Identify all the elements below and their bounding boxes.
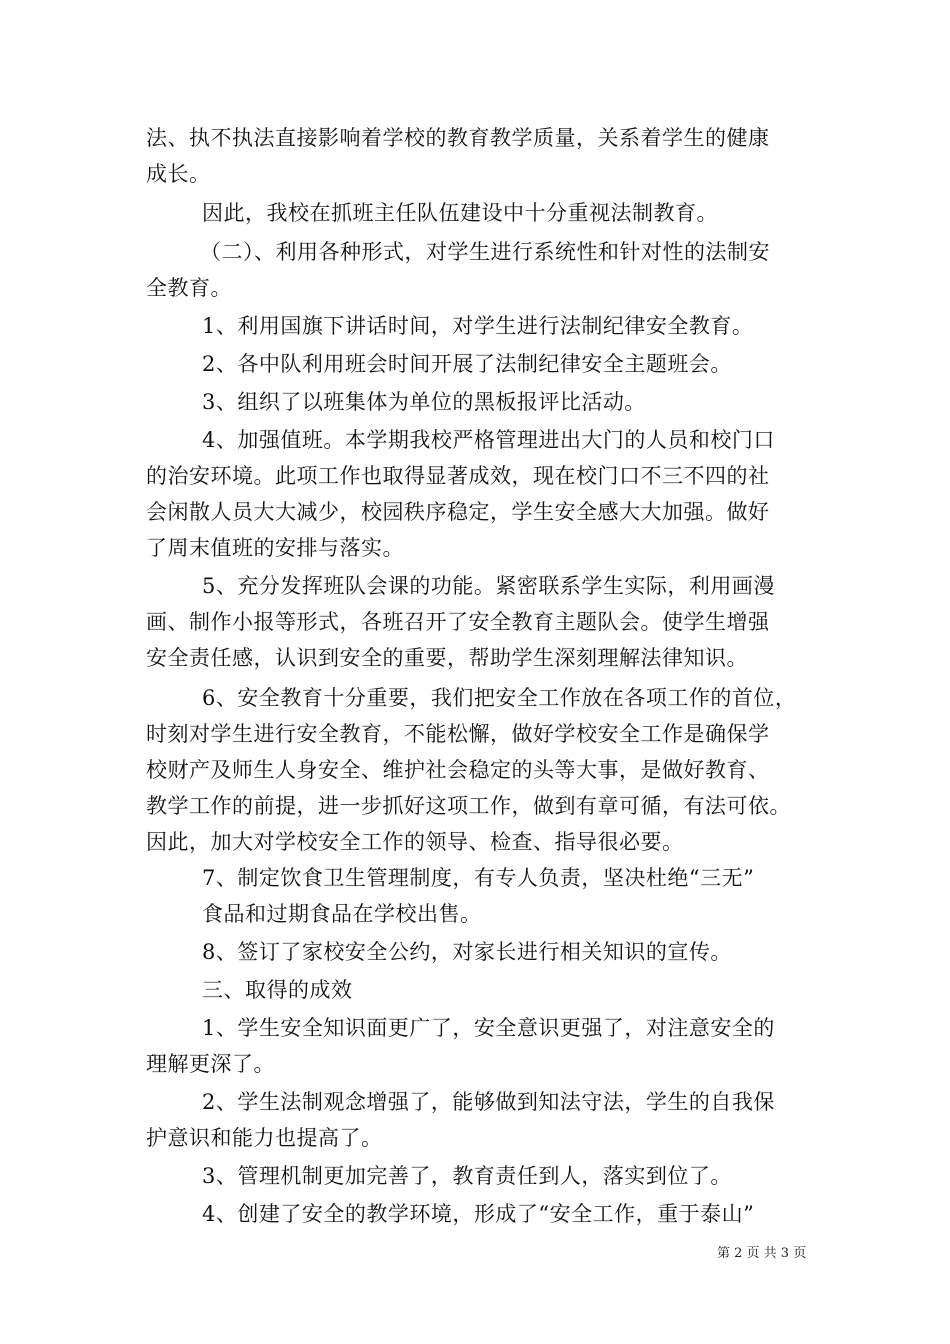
- paragraph-line: 会闲散人员大大减少，校园秩序稳定，学生安全感大大加强。做好: [146, 500, 770, 524]
- list-item-line: 1、利用国旗下讲话时间，对学生进行法制纪律安全教育。: [202, 314, 754, 338]
- paragraph-line: 的治安环境。此项工作也取得显著成效，现在校门口不三不四的社: [146, 464, 770, 488]
- section-heading-line: 全教育。: [146, 276, 232, 300]
- list-item-line: 4、创建了安全的教学环境，形成了“安全工作，重于泰山”: [202, 1202, 755, 1226]
- page-number-footer: 第 2 页 共 3 页: [717, 1246, 807, 1261]
- paragraph-line: 理解更深了。: [146, 1052, 275, 1076]
- list-item-line: 3、管理机制更加完善了，教育责任到人，落实到位了。: [202, 1164, 732, 1188]
- paragraph-line: 了周末值班的安排与落实。: [146, 536, 404, 560]
- list-item-line: 5、充分发挥班队会课的功能。紧密联系学生实际，利用画漫: [202, 574, 775, 598]
- list-item-line: 2、学生法制观念增强了，能够做到知法守法，学生的自我保: [202, 1090, 775, 1114]
- paragraph-line: 画、制作小报等形式，各班召开了安全教育主题队会。使学生增强: [146, 610, 770, 634]
- paragraph-line: 因此，我校在抓班主任队伍建设中十分重视法制教育。: [202, 201, 718, 225]
- list-item-line: 3、组织了以班集体为单位的黑板报评比活动。: [202, 390, 646, 414]
- list-item-line: 7、制定饮食卫生管理制度，有专人负责，坚决杜绝“三无”: [202, 866, 755, 890]
- section-heading-line: 三、取得的成效: [202, 978, 353, 1002]
- paragraph-line: 护意识和能力也提高了。: [146, 1126, 383, 1150]
- paragraph-line: 校财产及师生人身安全、维护社会稳定的头等大事，是做好教育、: [146, 758, 770, 782]
- paragraph-line: 因此，加大对学校安全工作的领导、检查、指导很必要。: [146, 830, 684, 854]
- list-item-line: 4、加强值班。本学期我校严格管理进出大门的人员和校门口: [202, 428, 775, 452]
- paragraph-line: 安全责任感，认识到安全的重要，帮助学生深刻理解法律知识。: [146, 646, 748, 670]
- list-item-line: 8、签订了家校安全公约，对家长进行相关知识的宣传。: [202, 940, 732, 964]
- paragraph-line: 成长。: [146, 162, 211, 186]
- paragraph-line: 食品和过期食品在学校出售。: [202, 902, 482, 926]
- list-item-line: 6、安全教育十分重要，我们把安全工作放在各项工作的首位，: [202, 686, 797, 710]
- section-heading-line: （二）、利用各种形式，对学生进行系统性和针对性的法制安: [200, 240, 770, 264]
- paragraph-line: 教学工作的前提，进一步抓好这项工作，做到有章可循，有法可依。: [146, 794, 791, 818]
- list-item-line: 1、学生安全知识面更广了，安全意识更强了，对注意安全的: [202, 1016, 775, 1040]
- list-item-line: 2、各中队利用班会时间开展了法制纪律安全主题班会。: [202, 352, 732, 376]
- paragraph-line: 法、执不执法直接影响着学校的教育教学质量，关系着学生的健康: [146, 126, 770, 150]
- paragraph-line: 时刻对学生进行安全教育，不能松懈，做好学校安全工作是确保学: [146, 722, 770, 746]
